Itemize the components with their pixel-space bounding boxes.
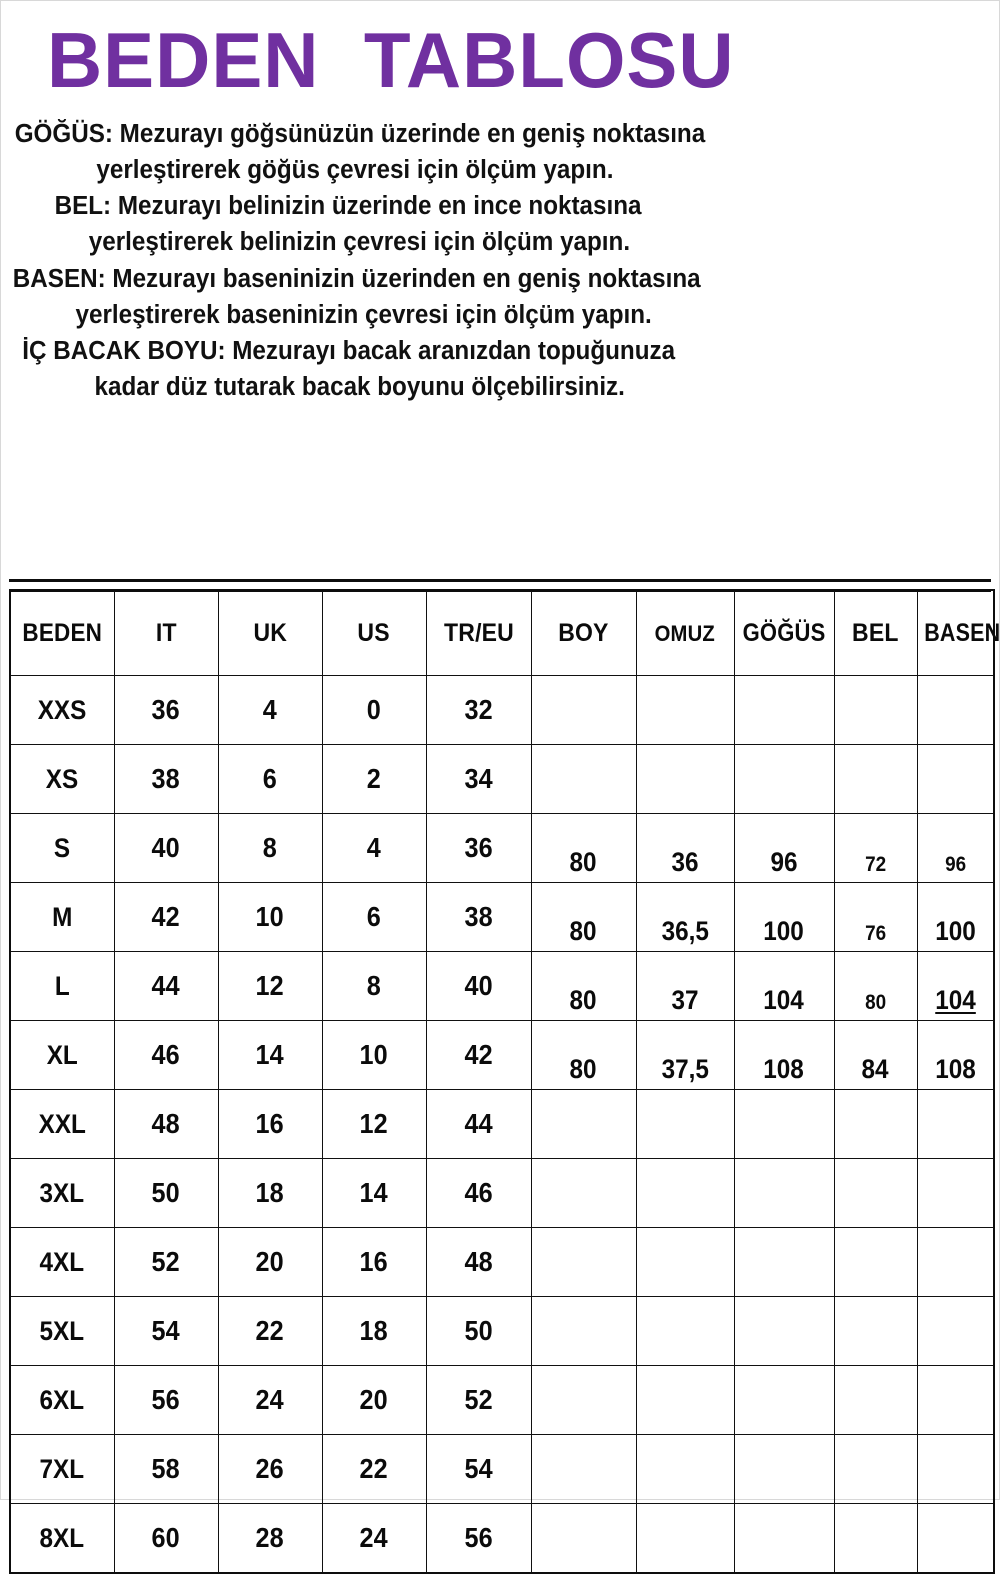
cell-bel <box>834 1090 917 1159</box>
cell-gogus <box>734 1159 834 1228</box>
cell-basen <box>917 1297 994 1366</box>
table-row <box>10 883 994 952</box>
cell-value: XXS <box>37 695 87 725</box>
cell-value: 50 <box>151 1177 181 1208</box>
header-label: GÖĞÜS <box>742 618 826 647</box>
cell-value: 34 <box>464 763 493 794</box>
cell-value: 50 <box>464 1315 493 1346</box>
cell-uk <box>218 676 322 745</box>
table-row <box>10 1090 994 1159</box>
instruction-line: BASEN: Mezurayı baseninizin üzerinden en geniş noktasına <box>12 264 701 293</box>
instruction-block-ic-bacak-boyu <box>9 333 934 405</box>
column-header-boy <box>531 590 636 676</box>
cell-it <box>114 1021 218 1090</box>
cell-value: 96 <box>770 847 798 877</box>
cell-basen <box>917 1228 994 1297</box>
cell-value: 80 <box>569 916 598 946</box>
cell-treu <box>426 1228 531 1297</box>
table-row <box>10 745 994 814</box>
cell-uk <box>218 1159 322 1228</box>
table-header <box>10 590 1000 676</box>
cell-uk <box>218 952 322 1021</box>
cell-value: 10 <box>359 1039 389 1070</box>
instruction-line: kadar düz tutarak bacak boyunu ölçebilirsiniz. <box>94 373 625 402</box>
header-row <box>10 590 994 676</box>
cell-treu <box>426 1021 531 1090</box>
cell-boy <box>531 1228 636 1297</box>
cell-it <box>114 952 218 1021</box>
cell-uk <box>218 883 322 952</box>
cell-us <box>322 676 426 745</box>
cell-gogus <box>734 1297 834 1366</box>
cell-bel <box>834 883 917 952</box>
cell-value: 14 <box>255 1039 285 1070</box>
cell-value: 80 <box>864 991 887 1014</box>
cell-it <box>114 883 218 952</box>
cell-us <box>322 952 426 1021</box>
cell-us <box>322 1366 426 1435</box>
cell-treu <box>426 1504 531 1574</box>
cell-value: XXL <box>38 1109 86 1139</box>
cell-uk <box>218 1504 322 1574</box>
cell-value: 26 <box>255 1453 285 1484</box>
cell-value: 42 <box>151 901 181 932</box>
cell-value: 6 <box>366 901 382 932</box>
cell-us <box>322 1021 426 1090</box>
cell-gogus <box>734 1504 834 1574</box>
cell-us <box>322 883 426 952</box>
cell-boy <box>531 1021 636 1090</box>
cell-beden <box>10 676 114 745</box>
table-row <box>10 1435 994 1504</box>
table-row <box>10 952 994 1021</box>
cell-value: 44 <box>464 1108 493 1139</box>
cell-value: 56 <box>464 1522 493 1553</box>
cell-value: 8 <box>366 970 382 1001</box>
cell-value: L <box>54 971 70 1001</box>
cell-bel <box>834 1297 917 1366</box>
column-header-uk <box>218 590 322 676</box>
cell-omuz <box>636 1435 734 1504</box>
cell-uk <box>218 1435 322 1504</box>
table-row <box>10 1366 994 1435</box>
cell-value: 84 <box>861 1054 890 1084</box>
cell-basen <box>917 745 994 814</box>
cell-value: 104 <box>934 985 976 1015</box>
cell-treu <box>426 814 531 883</box>
cell-gogus <box>734 1366 834 1435</box>
cell-bel <box>834 952 917 1021</box>
header-label: BOY <box>558 618 609 647</box>
cell-treu <box>426 1435 531 1504</box>
cell-it <box>114 814 218 883</box>
size-table-container <box>9 589 1000 1574</box>
cell-boy <box>531 676 636 745</box>
cell-boy <box>531 952 636 1021</box>
cell-beden <box>10 1159 114 1228</box>
cell-value: 2 <box>366 763 382 794</box>
cell-beden <box>10 745 114 814</box>
cell-omuz <box>636 1504 734 1574</box>
cell-us <box>322 745 426 814</box>
cell-uk <box>218 1021 322 1090</box>
cell-basen <box>917 1504 994 1574</box>
cell-omuz <box>636 676 734 745</box>
cell-omuz <box>636 1021 734 1090</box>
cell-uk <box>218 1090 322 1159</box>
cell-value: 36,5 <box>661 916 709 946</box>
cell-bel <box>834 1435 917 1504</box>
cell-gogus <box>734 1435 834 1504</box>
cell-boy <box>531 814 636 883</box>
instruction-block-gogus <box>9 116 934 188</box>
column-header-it <box>114 590 218 676</box>
cell-basen <box>917 952 994 1021</box>
cell-value: 8 <box>262 832 278 863</box>
cell-value: 108 <box>763 1054 805 1084</box>
cell-omuz <box>636 1090 734 1159</box>
cell-bel <box>834 1228 917 1297</box>
cell-value: 38 <box>151 763 181 794</box>
cell-value: 42 <box>464 1039 493 1070</box>
column-header-basen <box>917 590 1000 676</box>
cell-value: 18 <box>255 1177 285 1208</box>
header-label: UK <box>253 618 287 647</box>
cell-us <box>322 1159 426 1228</box>
cell-beden <box>10 1297 114 1366</box>
cell-value: 18 <box>359 1315 389 1346</box>
table-row <box>10 1504 994 1574</box>
cell-boy <box>531 1090 636 1159</box>
column-header-beden <box>10 590 114 676</box>
cell-value: 7XL <box>39 1454 85 1484</box>
cell-boy <box>531 1159 636 1228</box>
cell-value: 6 <box>262 763 278 794</box>
cell-beden <box>10 1504 114 1574</box>
cell-omuz <box>636 883 734 952</box>
cell-boy <box>531 1504 636 1574</box>
cell-value: 56 <box>151 1384 181 1415</box>
cell-value: 20 <box>255 1246 285 1277</box>
table-row <box>10 1228 994 1297</box>
cell-value: 5XL <box>39 1316 85 1346</box>
cell-us <box>322 1435 426 1504</box>
cell-boy <box>531 1297 636 1366</box>
cell-value: 80 <box>569 985 598 1015</box>
cell-treu <box>426 883 531 952</box>
cell-gogus <box>734 1021 834 1090</box>
instruction-line: BEL: Mezurayı belinizin üzerinde en ince noktasına <box>54 192 642 221</box>
cell-gogus <box>734 814 834 883</box>
cell-it <box>114 1297 218 1366</box>
column-header-omuz <box>636 590 734 676</box>
cell-bel <box>834 1021 917 1090</box>
cell-boy <box>531 1366 636 1435</box>
cell-value: 108 <box>934 1054 976 1084</box>
cell-value: 16 <box>255 1108 285 1139</box>
cell-beden <box>10 883 114 952</box>
cell-beden <box>10 952 114 1021</box>
cell-value: 24 <box>359 1522 389 1553</box>
cell-us <box>322 1228 426 1297</box>
cell-value: 16 <box>359 1246 389 1277</box>
cell-value: XL <box>46 1040 78 1070</box>
cell-treu <box>426 1366 531 1435</box>
cell-value: 80 <box>569 847 598 877</box>
cell-value: 38 <box>464 901 493 932</box>
cell-beden <box>10 1366 114 1435</box>
cell-value: 52 <box>464 1384 493 1415</box>
table-body <box>10 676 994 1574</box>
cell-value: M <box>52 902 73 932</box>
cell-value: 28 <box>255 1522 285 1553</box>
header-label: BEDEN <box>22 618 103 647</box>
cell-value: 22 <box>255 1315 285 1346</box>
cell-bel <box>834 814 917 883</box>
cell-bel <box>834 745 917 814</box>
cell-value: S <box>54 833 71 863</box>
table-row <box>10 1297 994 1366</box>
cell-bel <box>834 1366 917 1435</box>
cell-value: 22 <box>359 1453 389 1484</box>
header-label: OMUZ <box>654 620 716 646</box>
cell-value: 10 <box>255 901 285 932</box>
cell-value: 40 <box>464 970 493 1001</box>
cell-omuz <box>636 952 734 1021</box>
cell-uk <box>218 745 322 814</box>
cell-omuz <box>636 1366 734 1435</box>
cell-beden <box>10 1021 114 1090</box>
cell-value: 12 <box>359 1108 389 1139</box>
cell-value: 37,5 <box>661 1054 709 1084</box>
header-label: TR/EU <box>443 618 514 647</box>
cell-gogus <box>734 745 834 814</box>
cell-bel <box>834 1504 917 1574</box>
cell-gogus <box>734 883 834 952</box>
cell-value: 36 <box>671 847 699 877</box>
cell-value: 36 <box>464 832 493 863</box>
cell-it <box>114 1090 218 1159</box>
header-label: BEL <box>852 618 899 647</box>
cell-value: 80 <box>569 1054 598 1084</box>
cell-uk <box>218 1366 322 1435</box>
table-row <box>10 676 994 745</box>
cell-it <box>114 1228 218 1297</box>
cell-it <box>114 1504 218 1574</box>
cell-beden <box>10 814 114 883</box>
cell-it <box>114 1366 218 1435</box>
page-title: BEDEN TABLOSU <box>47 16 735 104</box>
cell-treu <box>426 1159 531 1228</box>
cell-value: 3XL <box>39 1178 85 1208</box>
instruction-line: İÇ BACAK BOYU: Mezurayı bacak aranızdan topuğunuza <box>22 337 676 366</box>
cell-beden <box>10 1228 114 1297</box>
cell-basen <box>917 676 994 745</box>
cell-value: 4XL <box>39 1247 85 1277</box>
cell-basen <box>917 814 994 883</box>
instruction-line: yerleştirerek belinizin çevresi için ölçüm yapın. <box>88 228 631 257</box>
table-row <box>10 1159 994 1228</box>
column-header-tr-eu <box>426 590 531 676</box>
cell-boy <box>531 883 636 952</box>
cell-value: 4 <box>262 694 278 725</box>
cell-value: 54 <box>151 1315 181 1346</box>
cell-omuz <box>636 1297 734 1366</box>
cell-us <box>322 814 426 883</box>
cell-uk <box>218 1297 322 1366</box>
cell-value: XS <box>46 764 79 794</box>
header-label: BASEN <box>923 618 1000 647</box>
column-header-bel <box>834 590 917 676</box>
cell-uk <box>218 1228 322 1297</box>
cell-it <box>114 745 218 814</box>
cell-basen <box>917 1021 994 1090</box>
cell-basen <box>917 1090 994 1159</box>
cell-treu <box>426 745 531 814</box>
cell-us <box>322 1090 426 1159</box>
cell-value: 24 <box>255 1384 285 1415</box>
cell-value: 48 <box>151 1108 181 1139</box>
cell-value: 58 <box>151 1453 181 1484</box>
cell-boy <box>531 745 636 814</box>
cell-treu <box>426 676 531 745</box>
cell-gogus <box>734 1228 834 1297</box>
cell-value: 100 <box>934 916 976 946</box>
cell-bel <box>834 676 917 745</box>
cell-value: 20 <box>359 1384 389 1415</box>
cell-uk <box>218 814 322 883</box>
cell-value: 40 <box>151 832 181 863</box>
cell-value: 104 <box>763 985 805 1015</box>
cell-omuz <box>636 814 734 883</box>
cell-it <box>114 1435 218 1504</box>
cell-value: 36 <box>151 694 181 725</box>
header-label: US <box>357 618 391 647</box>
cell-value: 54 <box>464 1453 493 1484</box>
cell-value: 96 <box>944 853 966 876</box>
cell-value: 52 <box>151 1246 181 1277</box>
cell-gogus <box>734 1090 834 1159</box>
cell-omuz <box>636 745 734 814</box>
cell-value: 48 <box>464 1246 493 1277</box>
cell-value: 46 <box>151 1039 181 1070</box>
title-area <box>1 1 999 104</box>
instruction-block-bel <box>9 188 934 260</box>
cell-basen <box>917 883 994 952</box>
cell-beden <box>10 1435 114 1504</box>
header-label: IT <box>155 618 177 647</box>
cell-us <box>322 1297 426 1366</box>
cell-treu <box>426 1297 531 1366</box>
column-header-gogus <box>734 590 834 676</box>
cell-value: 8XL <box>39 1523 85 1553</box>
table-row <box>10 1021 994 1090</box>
cell-value: 60 <box>151 1522 181 1553</box>
cell-value: 46 <box>464 1177 493 1208</box>
cell-value: 6XL <box>39 1385 85 1415</box>
cell-value: 0 <box>366 694 382 725</box>
cell-it <box>114 676 218 745</box>
cell-value: 44 <box>151 970 181 1001</box>
cell-value: 12 <box>255 970 285 1001</box>
cell-value: 32 <box>464 694 493 725</box>
cell-value: 4 <box>366 832 382 863</box>
cell-it <box>114 1159 218 1228</box>
cell-omuz <box>636 1159 734 1228</box>
cell-bel <box>834 1159 917 1228</box>
cell-us <box>322 1504 426 1574</box>
cell-beden <box>10 1090 114 1159</box>
cell-value: 37 <box>671 985 699 1015</box>
instruction-line: yerleştirerek baseninizin çevresi için ölçüm yapın. <box>75 300 652 329</box>
cell-basen <box>917 1435 994 1504</box>
column-header-us <box>322 590 426 676</box>
cell-basen <box>917 1366 994 1435</box>
table-row <box>10 814 994 883</box>
size-table <box>9 589 1000 1574</box>
cell-omuz <box>636 1228 734 1297</box>
cell-basen <box>917 1159 994 1228</box>
cell-value: 72 <box>864 853 887 876</box>
cell-boy <box>531 1435 636 1504</box>
instruction-line: GÖĞÜS: Mezurayı göğsünüzün üzerinde en geniş noktasına <box>14 119 706 148</box>
cell-value: 76 <box>864 922 887 945</box>
cell-treu <box>426 1090 531 1159</box>
cell-gogus <box>734 676 834 745</box>
measurement-instructions <box>1 116 999 406</box>
instruction-block-basen <box>9 261 934 333</box>
cell-treu <box>426 952 531 1021</box>
instruction-line: yerleştirerek göğüs çevresi için ölçüm yapın. <box>96 156 614 185</box>
cell-value: 100 <box>763 916 805 946</box>
cell-value: 14 <box>359 1177 389 1208</box>
cell-gogus <box>734 952 834 1021</box>
